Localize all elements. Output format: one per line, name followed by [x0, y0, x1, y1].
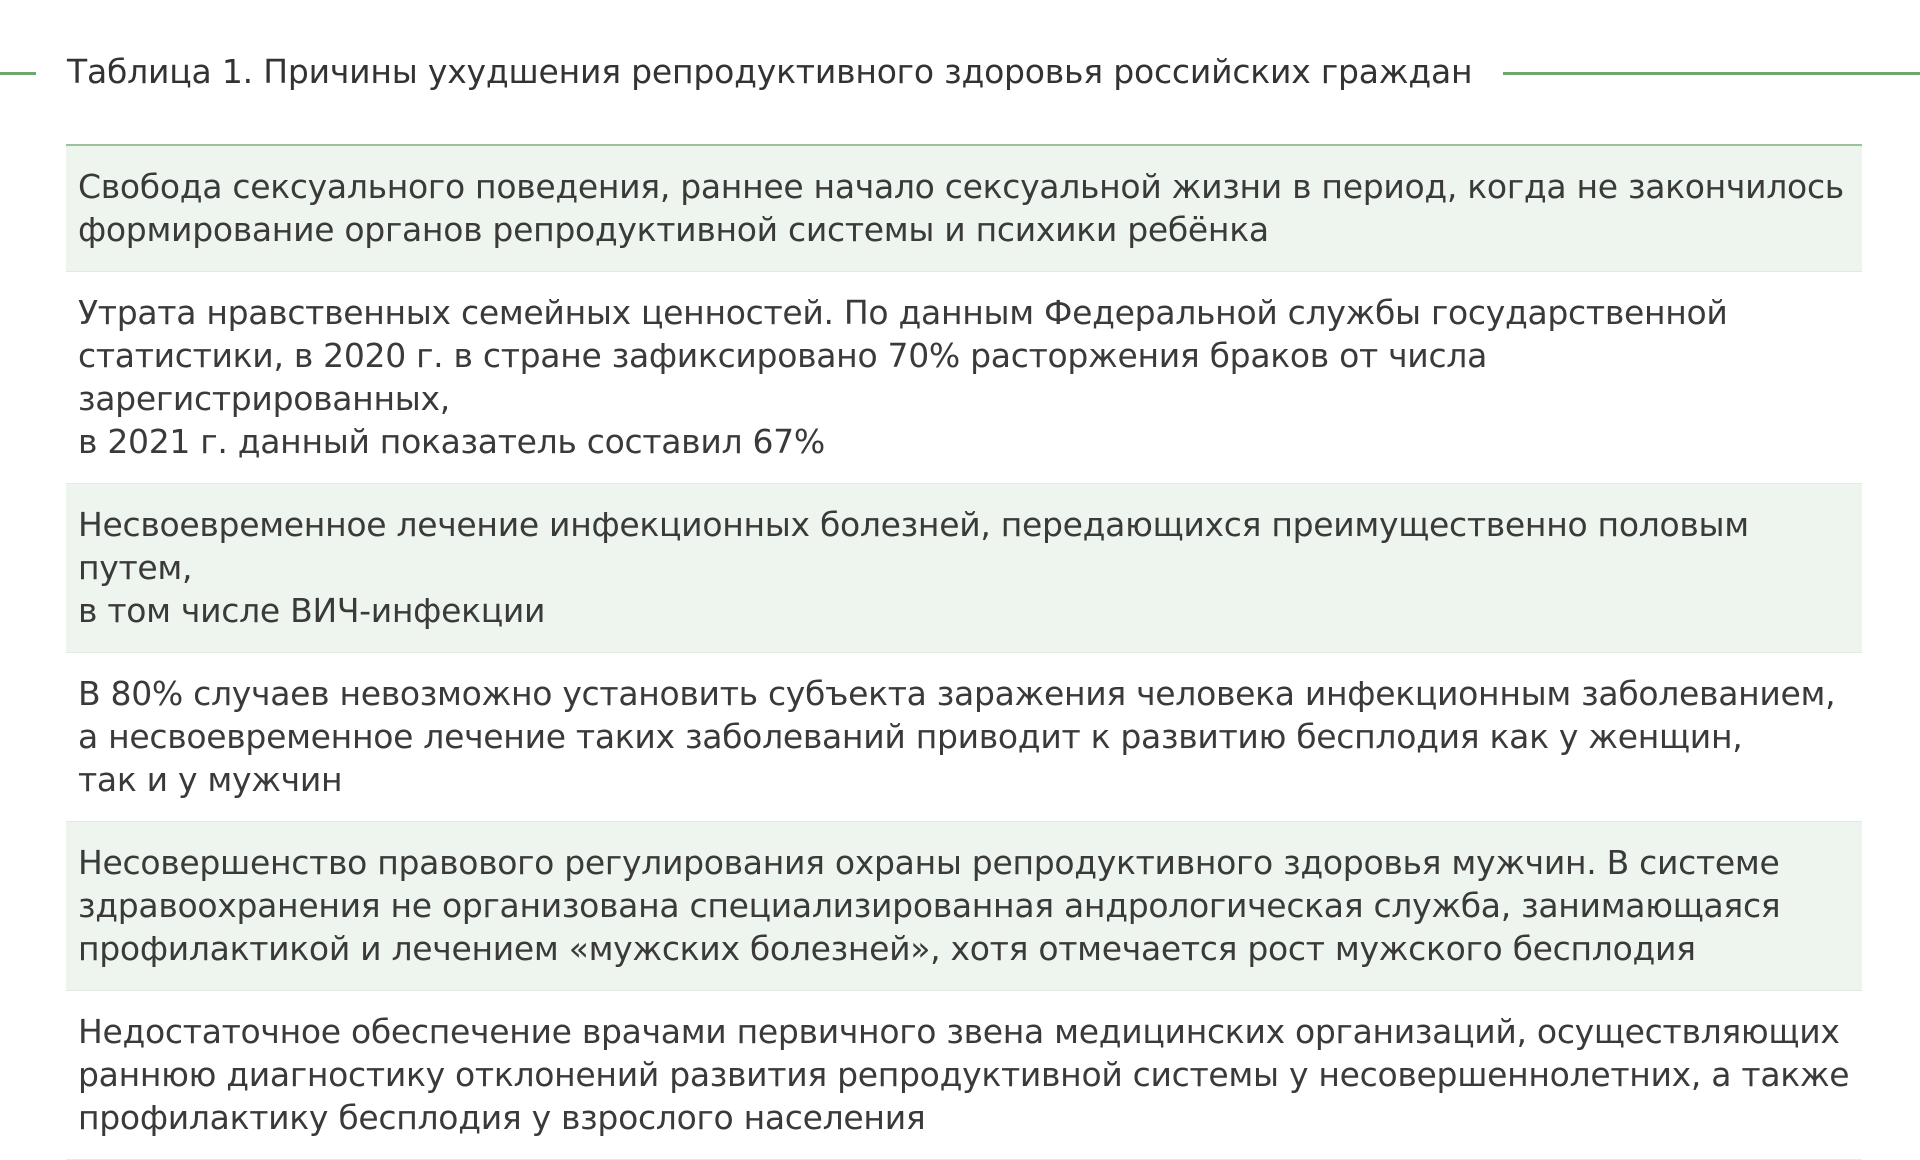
table-row: [66, 146, 1862, 272]
table-row: [66, 272, 1862, 484]
table-cell-text: Несовершенство правового регулирования охраны репродуктивного здоровья мужчин. В системе здравоохранения не организована специализированная андрологическая служба, занимающаяся профилактикой и лечением «мужских болезней», хотя отмечается рост мужского бесплодия: [78, 843, 1781, 968]
reasons-table: [66, 144, 1862, 1160]
decorative-rule-left: [0, 72, 36, 75]
table-cell-text: Несвоевременное лечение инфекционных болезней, передающихся преимущественно половым путем, в том числе ВИЧ-инфекции: [78, 505, 1749, 630]
table-title: Таблица 1. Причины ухудшения репродуктивного здоровья российских граждан: [67, 52, 1473, 91]
table-cell-text: Свобода сексуального поведения, раннее начало сексуальной жизни в период, когда не закончилось формирование органов репродуктивной системы и психики ребёнка: [78, 167, 1844, 249]
table-cell-text: В 80% случаев невозможно установить субъекта заражения человека инфекционным заболеванием, а несвоевременное лечение таких заболеваний приводит к развитию бесплодия как у женщин, так и у мужчин: [78, 674, 1836, 799]
table-row: [66, 653, 1862, 822]
table-row: [66, 991, 1862, 1160]
table-cell-text: Утрата нравственных семейных ценностей. По данным Федеральной службы государственной статистики, в 2020 г. в стране зафиксировано 70% расторжения браков от числа зарегистрированных, в 2021 г. данный показатель составил 67%: [78, 293, 1728, 461]
table-row: [66, 822, 1862, 991]
decorative-rule-right: [1503, 72, 1920, 75]
table-caption-row: [0, 48, 1920, 96]
table-cell-text: Недостаточное обеспечение врачами первичного звена медицинских организаций, осуществляющих раннюю диагностику отклонений развития репродуктивной системы у несовершеннолетних, а также профилактику бесплодия у взрослого населения: [78, 1012, 1850, 1137]
table-row: [66, 484, 1862, 653]
